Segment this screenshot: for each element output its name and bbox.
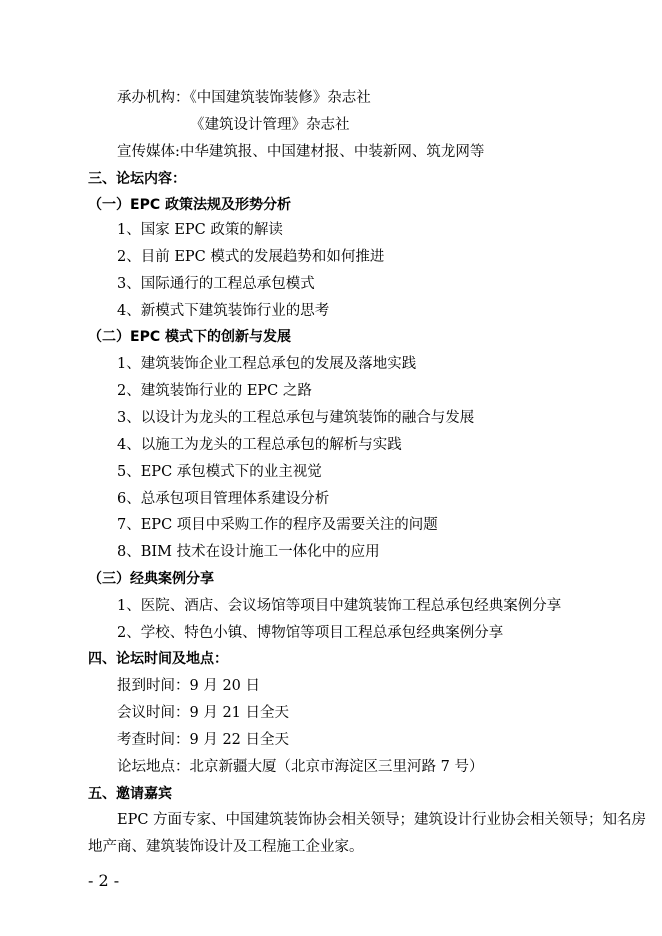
paragraph-line: 地产商、建筑装饰设计及工程施工企业家。 — [88, 839, 364, 855]
list-item: 报到时间：9 月 20 日 — [117, 678, 261, 694]
section3-sub1-heading: （一）EPC 政策法规及形势分析 — [88, 197, 291, 213]
organizer-line-1: 承办机构：《中国建筑装饰装修》杂志社 — [117, 90, 371, 106]
section3-heading: 三、论坛内容： — [88, 171, 186, 187]
media-line: 宣传媒体:中华建筑报、中国建材报、中装新网、筑龙网等 — [117, 144, 485, 160]
list-item: 论坛地点：北京新疆大厦（北京市海淀区三里河路 7 号） — [117, 759, 484, 775]
list-item: 3、以设计为龙头的工程总承包与建筑装饰的融合与发展 — [117, 410, 475, 426]
section3-sub3-heading: （三）经典案例分享 — [88, 571, 214, 587]
list-item: 考查时间：9 月 22 日全天 — [117, 732, 290, 748]
list-item: 2、建筑装饰行业的 EPC 之路 — [117, 383, 312, 399]
section4-heading: 四、论坛时间及地点： — [88, 651, 228, 667]
list-item: 2、目前 EPC 模式的发展趋势和如何推进 — [117, 249, 385, 265]
list-item: 1、医院、酒店、会议场馆等项目中建筑装饰工程总承包经典案例分享 — [117, 598, 562, 614]
list-item: 会议时间：9 月 21 日全天 — [117, 705, 290, 721]
list-item: 5、EPC 承包模式下的业主视觉 — [117, 464, 322, 480]
list-item: 7、EPC 项目中采购工作的程序及需要关注的问题 — [117, 517, 438, 533]
organizer-line-2: 《建筑设计管理》杂志社 — [190, 117, 350, 133]
section3-sub2-heading: （二）EPC 模式下的创新与发展 — [88, 329, 291, 345]
list-item: 4、以施工为龙头的工程总承包的解析与实践 — [117, 437, 402, 453]
paragraph-line: EPC 方面专家、中国建筑装饰协会相关领导；建筑设计行业协会相关领导；知名房 — [117, 812, 647, 828]
list-item: 1、建筑装饰企业工程总承包的发展及落地实践 — [117, 356, 417, 372]
section5-heading: 五、邀请嘉宾 — [88, 786, 172, 802]
list-item: 6、总承包项目管理体系建设分析 — [117, 491, 330, 507]
list-item: 3、国际通行的工程总承包模式 — [117, 276, 315, 292]
list-item: 8、BIM 技术在设计施工一体化中的应用 — [117, 544, 380, 560]
list-item: 2、学校、特色小镇、博物馆等项目工程总承包经典案例分享 — [117, 625, 504, 641]
page-number: - 2 - — [88, 871, 120, 890]
list-item: 1、国家 EPC 政策的解读 — [117, 222, 283, 238]
list-item: 4、新模式下建筑装饰行业的思考 — [117, 303, 330, 319]
